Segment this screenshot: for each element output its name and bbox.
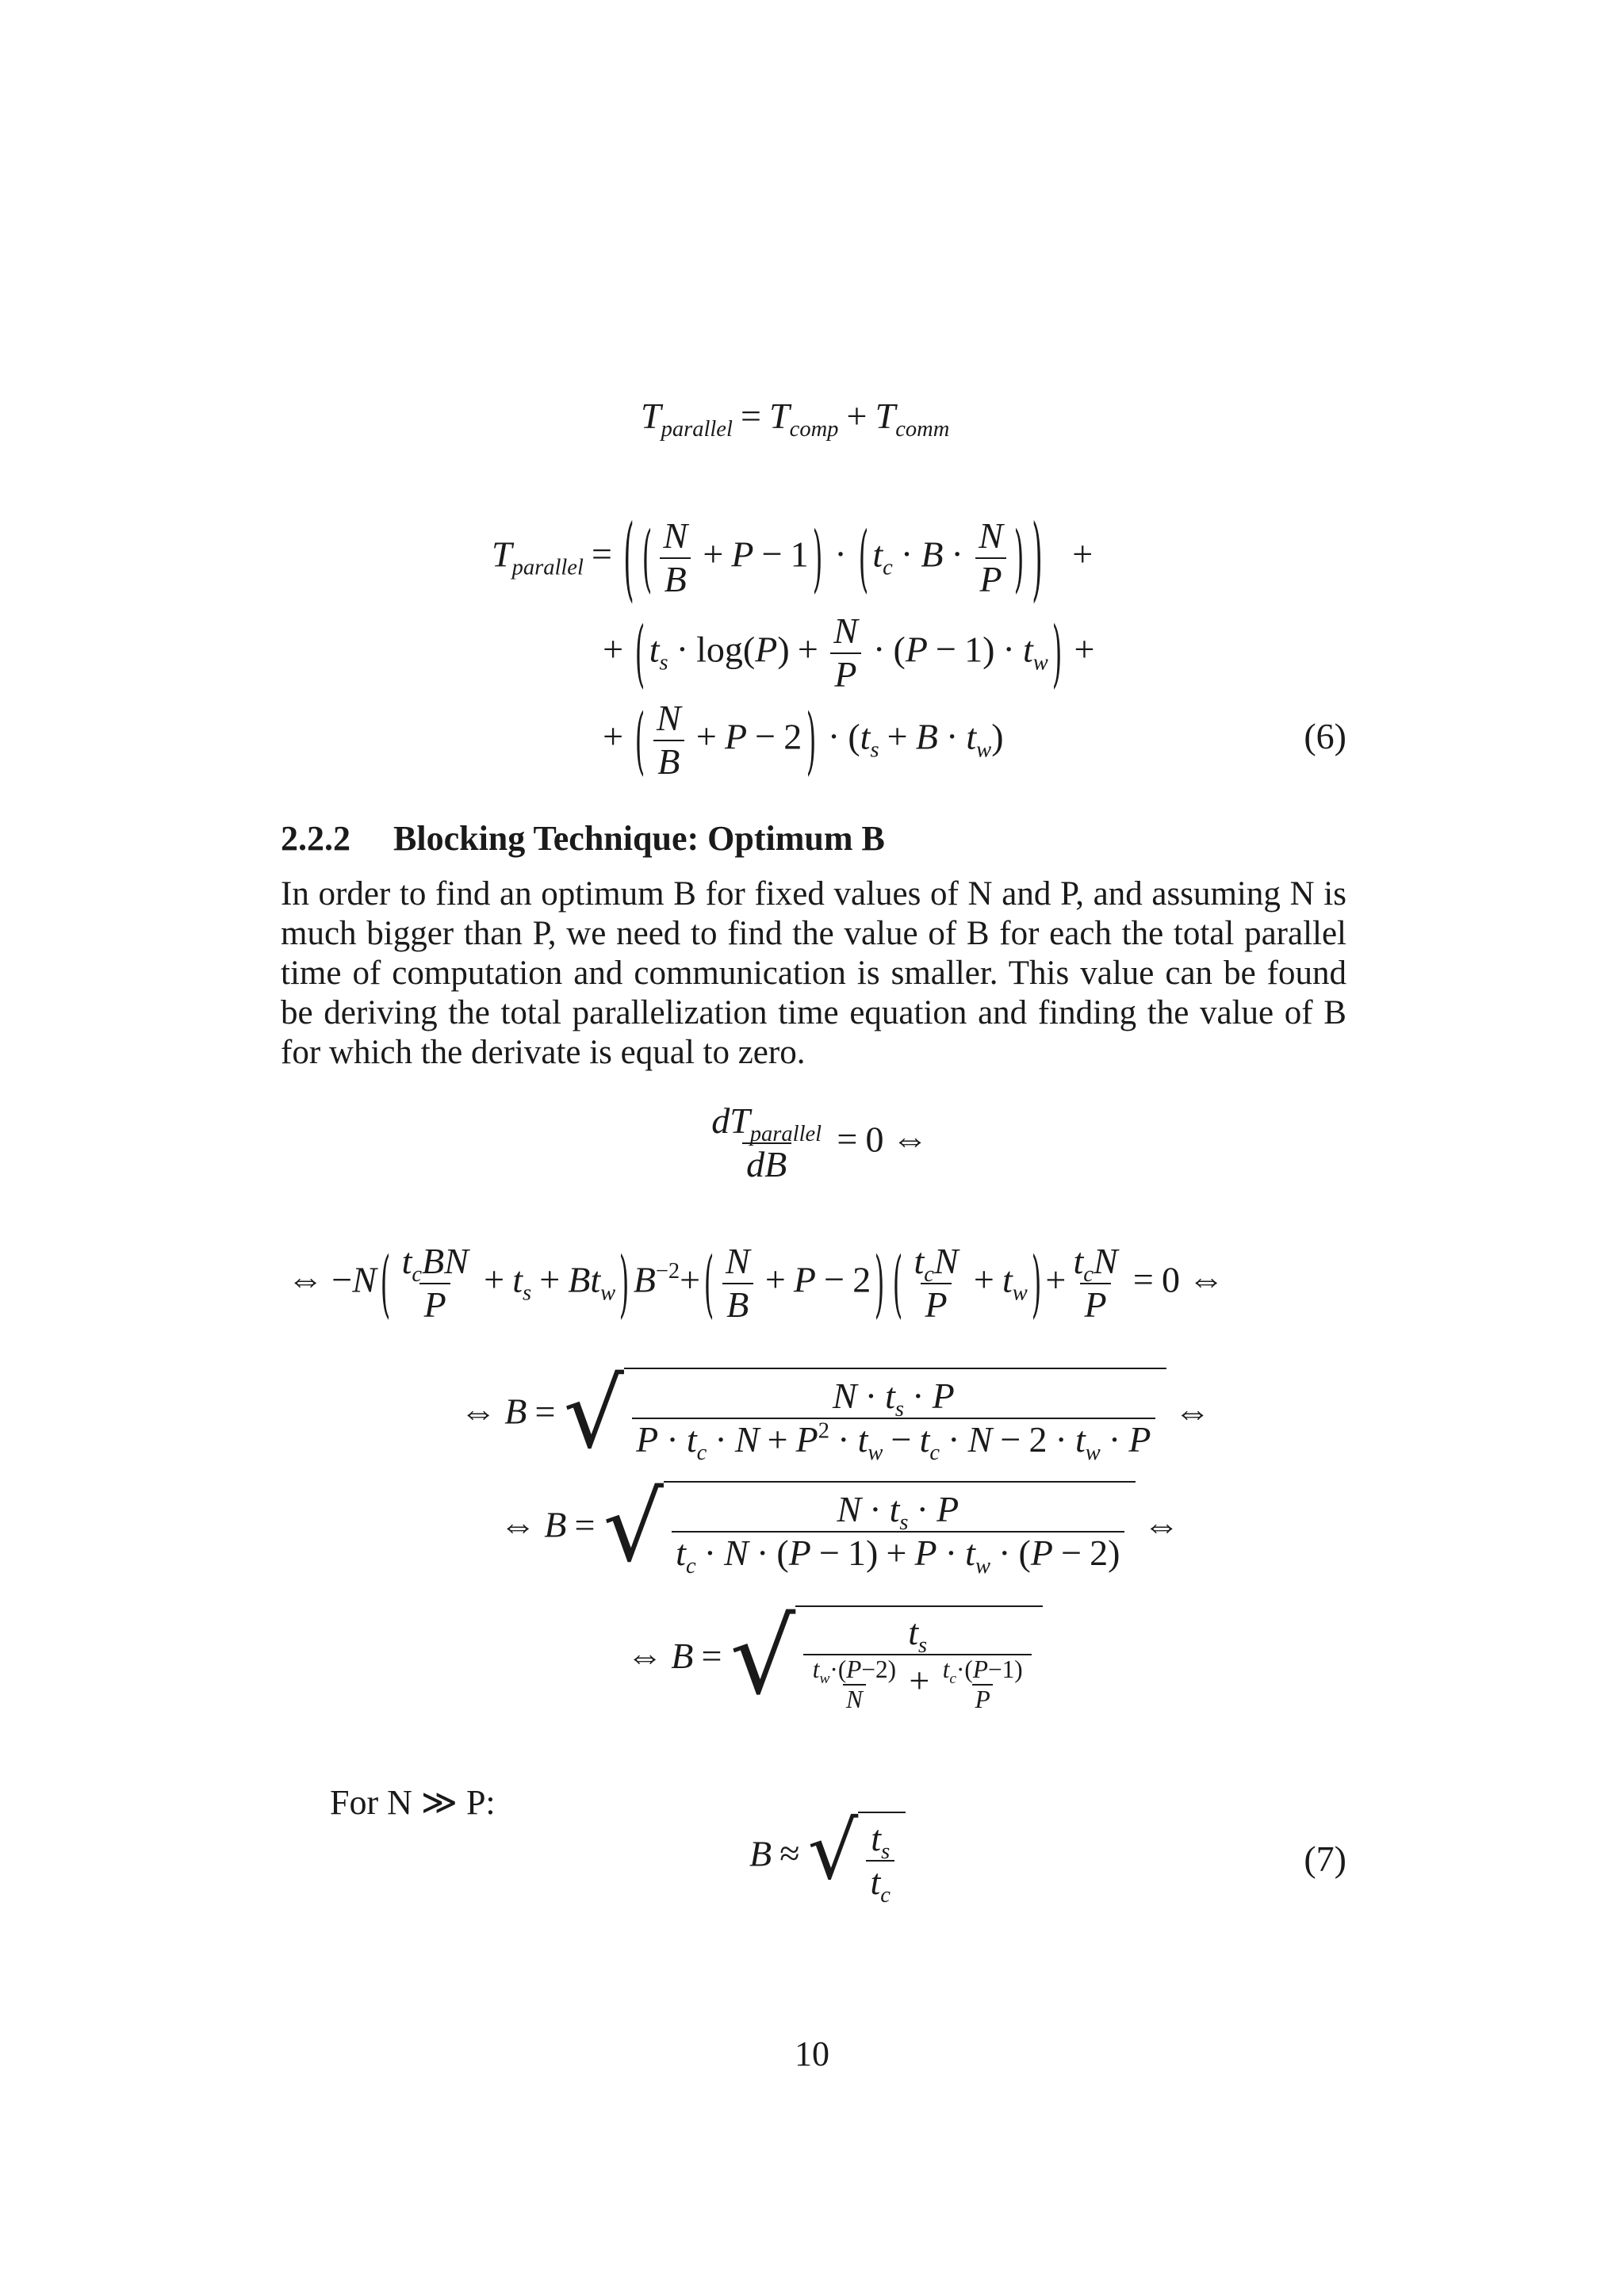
equation-b-solution-3: ⇔ B = √ $t_s$ $\frac{t_w\cdot(P-2)}{N}$ + $\frac{t_c\cdot(P-1)}{P}$: [619, 1605, 1043, 1714]
paragraph-text: In order to find an optimum B for fixed values of N and P, and assuming N is much bigger than P, we need to find the value of B for each the total parallel time of computation and communication is smaller. This value can be found be deriving the total parallelization time equation and finding the value of B for which the derivate is equal to zero.: [281, 875, 1346, 1071]
equation-total-time: $T_{parallel} = T_{comp} + T_{comm}$: [641, 396, 950, 442]
equation-number-6: (6): [1304, 716, 1346, 756]
equation-derivative-expanded: ⇔ −N ( $\frac{t_cBN}{P}$ + $t_s + Bt_w$ ) $B^{-2}+$ ( $\frac{N}{B}$ + P − 2 ) ( $\frac{t_cN}{P}$ + $t_w$ ) + $\frac{t_cN}{P}$ = 0 ⇔: [287, 1240, 1225, 1326]
equation-b-solution-1: ⇔ B = √ $\frac{N \cdot t_s \cdot P}{P \cdot t_c \cdot N + P^2 \cdot t_w - t_c \cdot N - 2 \cdot t_w \cdot P}$ ⇔: [460, 1360, 1211, 1470]
equation-number-7: (7): [1304, 1839, 1346, 1879]
equation-6-line-1: $T_{parallel}$ = ( ( $\frac{N}{B}$ + P − 1 ) · ( $t_c \cdot B$ · $\frac{N}{P}$ ) ) +: [492, 503, 1094, 611]
section-heading: [281, 818, 885, 859]
body-paragraph: [281, 874, 1346, 1073]
condition-text: For N ≫ P:: [330, 1783, 496, 1822]
equation-derivative: $\frac{dT_{parallel}}{dB}$ = 0 ⇔: [711, 1100, 929, 1184]
page-number: 10: [795, 2034, 829, 2073]
section-number: 2.2.2: [281, 819, 350, 858]
equation-7: B ≈ √ $\frac{t_s}{t_c}$: [749, 1812, 906, 1904]
equation-b-solution-2: ⇔ B = √ $\frac{N \cdot t_s \cdot P}{t_c \cdot N \cdot (P - 1) + P \cdot t_w \cdot (P - 2)}$ ⇔: [500, 1473, 1180, 1583]
equation-6-line-2: + ( $t_s \cdot \log(P)$ + $\frac{N}{P}$ · $(P - 1) \cdot t_w$ ) +: [603, 610, 1095, 696]
equation-6-line-3: + ( $\frac{N}{B}$ + P − 2 ) · $(t_s + B \cdot t_w)$: [603, 697, 1004, 783]
section-title: Blocking Technique: Optimum B: [393, 819, 885, 858]
